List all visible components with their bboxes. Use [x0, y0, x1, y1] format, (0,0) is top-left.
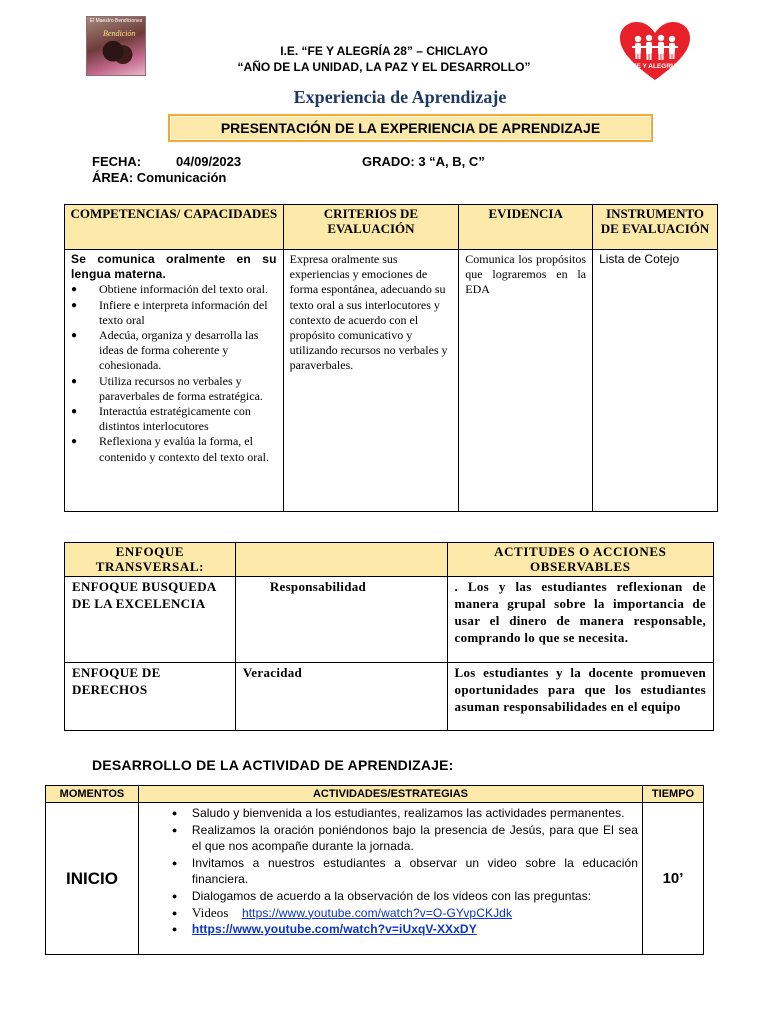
header-actividades: ACTIVIDADES/ESTRATEGIAS: [138, 786, 642, 803]
table-header-row: [46, 786, 704, 803]
header-momentos: MOMENTOS: [46, 786, 139, 803]
list-item: ● Infiere e interpreta información del texto oral: [71, 298, 277, 328]
list-item: ● Invitamos a nuestros estudiantes a observar un video sobre la educación financiera.: [143, 855, 638, 888]
actitud-cell: Los estudiantes y la docente promueven oportunidades para que los estudiantes asuman responsabilidades en el equipo: [447, 663, 713, 731]
instrumento-cell: Lista de Cotejo: [593, 250, 718, 512]
tiempo-cell: 10’: [643, 803, 704, 955]
valor-cell: Responsabilidad: [235, 577, 447, 663]
list-item: ● Interactúa estratégicamente con distintos interlocutores: [71, 404, 277, 434]
fecha-label: FECHA:: [92, 154, 142, 169]
enfoques-table: [64, 542, 714, 731]
school-name: I.E. “FE Y ALEGRÍA 28” – CHICLAYO: [280, 44, 488, 58]
enfoque-cell: ENFOQUE DE DERECHOS: [65, 663, 236, 731]
logo-left-text: El Maestro Bendiciones: [89, 18, 143, 24]
competencias-table: [64, 204, 718, 512]
capacidades-list: [71, 282, 277, 464]
list-item: ● Realizamos la oración poniéndonos bajo la presencia de Jesús, para que El sea el que nos acompañe durante la jornada.: [143, 822, 638, 855]
list-item: ● Utiliza recursos no verbales y paraverbales de forma estratégica.: [71, 374, 277, 404]
valor-cell: Veracidad: [235, 663, 447, 731]
videos-label: Videos: [191, 904, 229, 920]
header-instrumento: INSTRUMENTO DE EVALUACIÓN: [593, 205, 718, 250]
actitud-cell: . Los y las estudiantes reflexionan de manera grupal sobre la importancia de usar el dinero de manera responsable, comprando lo que se necesita.: [447, 577, 713, 663]
header-valor: [235, 543, 447, 577]
competencias-cell: [65, 250, 284, 512]
table-row: [65, 663, 714, 731]
list-item: [143, 921, 638, 938]
logo-right-text: FE Y ALEGRIA: [632, 63, 678, 70]
actividades-cell: [138, 803, 642, 955]
logo-left-caption: Bendición: [103, 29, 136, 38]
list-item: ● Obtiene información del texto oral.: [71, 282, 277, 297]
header-criterios: CRITERIOS DE EVALUACIÓN: [283, 205, 459, 250]
header-tiempo: TIEMPO: [643, 786, 704, 803]
enfoque-cell: ENFOQUE BUSQUEDA DE LA EXCELENCIA: [65, 577, 236, 663]
table-row: [46, 803, 704, 955]
section-banner: [168, 114, 653, 142]
list-item: ● Reflexiona y evalúa la forma, el contenido y contexto del texto oral.: [71, 434, 277, 464]
table-row: [65, 250, 718, 512]
page-title: Experiencia de Aprendizaje: [293, 87, 507, 107]
table-row: [65, 577, 714, 663]
list-item: [143, 905, 638, 922]
evidencia-cell: Comunica los propósitos que lograremos en la EDA: [459, 250, 593, 512]
list-item: ● Saludo y bienvenida a los estudiantes, realizamos las actividades permanentes.: [143, 805, 638, 822]
competencia-title: Se comunica oralmente en su lengua materna.: [71, 252, 277, 282]
header-actitudes: ACTITUDES O ACCIONES OBSERVABLES: [447, 543, 713, 577]
criterio-cell: Expresa oralmente sus experiencias y emociones de forma espontánea, adecuando su texto oral a sus interlocutores y contexto de acuerdo con el propósito comunicativo y utilizando recursos no verbales y paraverbales.: [283, 250, 459, 512]
actividades-list: [143, 805, 638, 938]
video-link-1[interactable]: https://www.youtube.com/watch?v=O-GYvpCKJdk: [241, 905, 513, 920]
list-item: ● Dialogamos de acuerdo a la observación de los videos con las preguntas:: [143, 888, 638, 905]
section-title: DESARROLLO DE LA ACTIVIDAD DE APRENDIZAJE:: [92, 757, 454, 773]
area: ÁREA: Comunicación: [92, 170, 227, 185]
grado: GRADO: 3 “A, B, C”: [362, 154, 485, 169]
banner-text: PRESENTACIÓN DE LA EXPERIENCIA DE APRENDIZAJE: [220, 120, 601, 136]
table-header-row: [65, 205, 718, 250]
fecha-value: 04/09/2023: [176, 154, 242, 169]
momento-inicio: INICIO: [46, 803, 139, 955]
header-evidencia: EVIDENCIA: [459, 205, 593, 250]
header-competencias: COMPETENCIAS/ CAPACIDADES: [65, 205, 284, 250]
list-item: ● Adecúa, organiza y desarrolla las ideas de forma coherente y cohesionada.: [71, 328, 277, 374]
year-motto: “AÑO DE LA UNIDAD, LA PAZ Y EL DESARROLLO”: [237, 60, 531, 74]
table-header-row: [65, 543, 714, 577]
actividades-table: [45, 785, 704, 955]
video-link-2[interactable]: https://www.youtube.com/watch?v=iUxqV-XXxDY: [191, 922, 477, 937]
header-enfoque: ENFOQUE TRANSVERSAL:: [65, 543, 236, 577]
